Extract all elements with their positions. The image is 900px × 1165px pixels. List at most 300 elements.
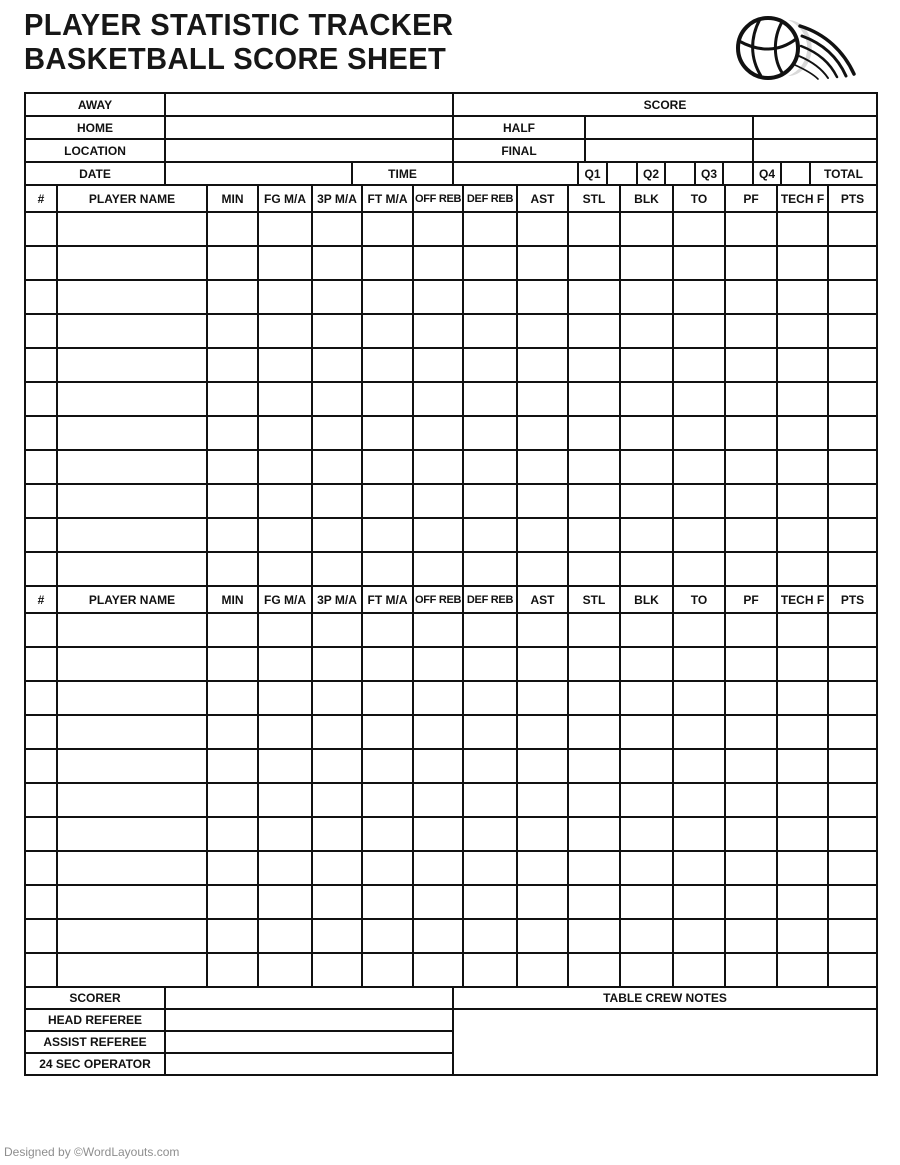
stat-cell[interactable] (517, 749, 568, 783)
stat-cell[interactable] (57, 314, 207, 348)
stat-cell[interactable] (463, 450, 517, 484)
date-input[interactable] (165, 162, 352, 185)
stat-cell[interactable] (777, 715, 828, 749)
stat-cell[interactable] (620, 246, 673, 280)
stat-cell[interactable] (57, 613, 207, 647)
stat-cell[interactable] (620, 613, 673, 647)
stat-cell[interactable] (207, 450, 258, 484)
stat-cell[interactable] (413, 851, 463, 885)
stat-cell[interactable] (57, 919, 207, 953)
stat-cell[interactable] (620, 416, 673, 450)
stat-cell[interactable] (568, 953, 620, 987)
scorer-input[interactable] (165, 987, 453, 1009)
stat-cell[interactable] (413, 416, 463, 450)
stat-cell[interactable] (258, 817, 312, 851)
stat-cell[interactable] (25, 885, 57, 919)
stat-cell[interactable] (207, 484, 258, 518)
stat-cell[interactable] (777, 314, 828, 348)
stat-cell[interactable] (362, 246, 413, 280)
stat-cell[interactable] (25, 382, 57, 416)
stat-cell[interactable] (777, 647, 828, 681)
stat-cell[interactable] (362, 749, 413, 783)
stat-cell[interactable] (312, 613, 362, 647)
stat-cell[interactable] (620, 212, 673, 246)
stat-cell[interactable] (207, 314, 258, 348)
stat-cell[interactable] (312, 919, 362, 953)
stat-cell[interactable] (463, 518, 517, 552)
stat-cell[interactable] (25, 613, 57, 647)
stat-cell[interactable] (57, 484, 207, 518)
stat-cell[interactable] (463, 817, 517, 851)
stat-cell[interactable] (620, 919, 673, 953)
stat-cell[interactable] (725, 817, 777, 851)
stat-cell[interactable] (413, 212, 463, 246)
stat-cell[interactable] (673, 953, 725, 987)
stat-cell[interactable] (57, 552, 207, 586)
stat-cell[interactable] (207, 613, 258, 647)
stat-cell[interactable] (207, 382, 258, 416)
stat-cell[interactable] (517, 314, 568, 348)
stat-cell[interactable] (828, 613, 877, 647)
stat-cell[interactable] (777, 484, 828, 518)
stat-cell[interactable] (828, 783, 877, 817)
stat-cell[interactable] (777, 681, 828, 715)
stat-cell[interactable] (620, 280, 673, 314)
stat-cell[interactable] (463, 885, 517, 919)
stat-cell[interactable] (620, 953, 673, 987)
away-input[interactable] (165, 93, 453, 116)
stat-cell[interactable] (25, 212, 57, 246)
stat-cell[interactable] (413, 484, 463, 518)
stat-cell[interactable] (725, 246, 777, 280)
stat-cell[interactable] (725, 382, 777, 416)
stat-cell[interactable] (620, 647, 673, 681)
stat-cell[interactable] (673, 681, 725, 715)
stat-cell[interactable] (620, 484, 673, 518)
stat-cell[interactable] (258, 647, 312, 681)
stat-cell[interactable] (725, 484, 777, 518)
stat-cell[interactable] (568, 885, 620, 919)
stat-cell[interactable] (725, 647, 777, 681)
stat-cell[interactable] (362, 817, 413, 851)
final-score-input[interactable] (585, 139, 753, 162)
stat-cell[interactable] (57, 382, 207, 416)
stat-cell[interactable] (568, 280, 620, 314)
stat-cell[interactable] (25, 919, 57, 953)
stat-cell[interactable] (517, 348, 568, 382)
stat-cell[interactable] (777, 382, 828, 416)
location-input[interactable] (165, 139, 453, 162)
stat-cell[interactable] (463, 484, 517, 518)
stat-cell[interactable] (207, 647, 258, 681)
stat-cell[interactable] (258, 552, 312, 586)
stat-cell[interactable] (517, 416, 568, 450)
stat-cell[interactable] (362, 953, 413, 987)
stat-cell[interactable] (777, 953, 828, 987)
stat-cell[interactable] (620, 348, 673, 382)
stat-cell[interactable] (207, 817, 258, 851)
sec-operator-input[interactable] (165, 1053, 453, 1075)
stat-cell[interactable] (463, 280, 517, 314)
stat-cell[interactable] (673, 885, 725, 919)
stat-cell[interactable] (413, 518, 463, 552)
stat-cell[interactable] (725, 416, 777, 450)
stat-cell[interactable] (413, 681, 463, 715)
stat-cell[interactable] (57, 681, 207, 715)
stat-cell[interactable] (258, 450, 312, 484)
stat-cell[interactable] (568, 416, 620, 450)
stat-cell[interactable] (725, 885, 777, 919)
stat-cell[interactable] (57, 212, 207, 246)
q3-score-cell[interactable] (723, 162, 753, 185)
stat-cell[interactable] (725, 715, 777, 749)
stat-cell[interactable] (828, 484, 877, 518)
stat-cell[interactable] (413, 552, 463, 586)
stat-cell[interactable] (517, 484, 568, 518)
stat-cell[interactable] (673, 613, 725, 647)
stat-cell[interactable] (312, 518, 362, 552)
stat-cell[interactable] (463, 246, 517, 280)
stat-cell[interactable] (517, 681, 568, 715)
stat-cell[interactable] (312, 382, 362, 416)
stat-cell[interactable] (517, 518, 568, 552)
stat-cell[interactable] (725, 212, 777, 246)
stat-cell[interactable] (25, 246, 57, 280)
stat-cell[interactable] (57, 450, 207, 484)
stat-cell[interactable] (725, 450, 777, 484)
stat-cell[interactable] (673, 749, 725, 783)
stat-cell[interactable] (673, 647, 725, 681)
stat-cell[interactable] (362, 416, 413, 450)
stat-cell[interactable] (25, 953, 57, 987)
stat-cell[interactable] (413, 314, 463, 348)
stat-cell[interactable] (207, 416, 258, 450)
stat-cell[interactable] (413, 953, 463, 987)
stat-cell[interactable] (312, 749, 362, 783)
stat-cell[interactable] (517, 613, 568, 647)
stat-cell[interactable] (463, 613, 517, 647)
stat-cell[interactable] (725, 851, 777, 885)
stat-cell[interactable] (258, 314, 312, 348)
stat-cell[interactable] (25, 681, 57, 715)
stat-cell[interactable] (673, 382, 725, 416)
stat-cell[interactable] (312, 280, 362, 314)
stat-cell[interactable] (517, 715, 568, 749)
stat-cell[interactable] (312, 484, 362, 518)
stat-cell[interactable] (777, 885, 828, 919)
final-score-extra-cell[interactable] (753, 139, 877, 162)
stat-cell[interactable] (25, 518, 57, 552)
stat-cell[interactable] (25, 851, 57, 885)
stat-cell[interactable] (25, 552, 57, 586)
stat-cell[interactable] (725, 681, 777, 715)
stat-cell[interactable] (777, 450, 828, 484)
stat-cell[interactable] (828, 885, 877, 919)
stat-cell[interactable] (258, 484, 312, 518)
stat-cell[interactable] (362, 450, 413, 484)
stat-cell[interactable] (463, 783, 517, 817)
half-score-extra-cell[interactable] (753, 116, 877, 139)
stat-cell[interactable] (25, 647, 57, 681)
stat-cell[interactable] (312, 246, 362, 280)
stat-cell[interactable] (25, 450, 57, 484)
table-crew-notes-input[interactable] (453, 1009, 877, 1075)
stat-cell[interactable] (413, 647, 463, 681)
stat-cell[interactable] (258, 280, 312, 314)
stat-cell[interactable] (413, 348, 463, 382)
stat-cell[interactable] (258, 749, 312, 783)
stat-cell[interactable] (207, 518, 258, 552)
stat-cell[interactable] (312, 953, 362, 987)
stat-cell[interactable] (828, 851, 877, 885)
stat-cell[interactable] (568, 552, 620, 586)
stat-cell[interactable] (673, 314, 725, 348)
stat-cell[interactable] (463, 919, 517, 953)
stat-cell[interactable] (620, 518, 673, 552)
stat-cell[interactable] (673, 783, 725, 817)
stat-cell[interactable] (362, 647, 413, 681)
stat-cell[interactable] (673, 450, 725, 484)
stat-cell[interactable] (673, 280, 725, 314)
stat-cell[interactable] (57, 851, 207, 885)
stat-cell[interactable] (828, 246, 877, 280)
stat-cell[interactable] (777, 280, 828, 314)
stat-cell[interactable] (312, 348, 362, 382)
stat-cell[interactable] (517, 817, 568, 851)
stat-cell[interactable] (828, 518, 877, 552)
stat-cell[interactable] (777, 613, 828, 647)
stat-cell[interactable] (673, 348, 725, 382)
stat-cell[interactable] (517, 919, 568, 953)
stat-cell[interactable] (362, 681, 413, 715)
stat-cell[interactable] (673, 817, 725, 851)
stat-cell[interactable] (777, 919, 828, 953)
assist-referee-input[interactable] (165, 1031, 453, 1053)
stat-cell[interactable] (620, 450, 673, 484)
stat-cell[interactable] (673, 715, 725, 749)
stat-cell[interactable] (258, 885, 312, 919)
stat-cell[interactable] (620, 817, 673, 851)
stat-cell[interactable] (258, 416, 312, 450)
stat-cell[interactable] (673, 212, 725, 246)
stat-cell[interactable] (207, 953, 258, 987)
stat-cell[interactable] (57, 783, 207, 817)
stat-cell[interactable] (828, 348, 877, 382)
stat-cell[interactable] (828, 817, 877, 851)
stat-cell[interactable] (517, 552, 568, 586)
stat-cell[interactable] (828, 715, 877, 749)
stat-cell[interactable] (413, 749, 463, 783)
stat-cell[interactable] (25, 749, 57, 783)
stat-cell[interactable] (725, 518, 777, 552)
stat-cell[interactable] (362, 613, 413, 647)
stat-cell[interactable] (568, 851, 620, 885)
stat-cell[interactable] (568, 613, 620, 647)
stat-cell[interactable] (207, 885, 258, 919)
stat-cell[interactable] (568, 348, 620, 382)
stat-cell[interactable] (568, 450, 620, 484)
stat-cell[interactable] (620, 851, 673, 885)
stat-cell[interactable] (517, 280, 568, 314)
stat-cell[interactable] (568, 681, 620, 715)
stat-cell[interactable] (777, 851, 828, 885)
stat-cell[interactable] (463, 416, 517, 450)
stat-cell[interactable] (57, 749, 207, 783)
stat-cell[interactable] (362, 484, 413, 518)
stat-cell[interactable] (620, 314, 673, 348)
stat-cell[interactable] (312, 450, 362, 484)
stat-cell[interactable] (828, 382, 877, 416)
stat-cell[interactable] (57, 817, 207, 851)
stat-cell[interactable] (568, 518, 620, 552)
stat-cell[interactable] (312, 783, 362, 817)
stat-cell[interactable] (463, 314, 517, 348)
stat-cell[interactable] (568, 382, 620, 416)
stat-cell[interactable] (568, 749, 620, 783)
stat-cell[interactable] (413, 613, 463, 647)
half-score-input[interactable] (585, 116, 753, 139)
stat-cell[interactable] (57, 885, 207, 919)
stat-cell[interactable] (517, 953, 568, 987)
stat-cell[interactable] (828, 314, 877, 348)
stat-cell[interactable] (725, 348, 777, 382)
stat-cell[interactable] (413, 817, 463, 851)
stat-cell[interactable] (517, 851, 568, 885)
stat-cell[interactable] (207, 348, 258, 382)
q2-score-cell[interactable] (665, 162, 695, 185)
stat-cell[interactable] (463, 749, 517, 783)
stat-cell[interactable] (362, 518, 413, 552)
head-referee-input[interactable] (165, 1009, 453, 1031)
q4-score-cell[interactable] (781, 162, 810, 185)
stat-cell[interactable] (25, 817, 57, 851)
stat-cell[interactable] (673, 246, 725, 280)
stat-cell[interactable] (517, 885, 568, 919)
stat-cell[interactable] (568, 783, 620, 817)
stat-cell[interactable] (725, 919, 777, 953)
stat-cell[interactable] (207, 552, 258, 586)
stat-cell[interactable] (57, 280, 207, 314)
stat-cell[interactable] (517, 450, 568, 484)
stat-cell[interactable] (312, 314, 362, 348)
stat-cell[interactable] (312, 851, 362, 885)
stat-cell[interactable] (517, 246, 568, 280)
stat-cell[interactable] (413, 246, 463, 280)
stat-cell[interactable] (258, 715, 312, 749)
stat-cell[interactable] (207, 783, 258, 817)
stat-cell[interactable] (828, 280, 877, 314)
q1-score-cell[interactable] (607, 162, 637, 185)
stat-cell[interactable] (828, 647, 877, 681)
stat-cell[interactable] (517, 783, 568, 817)
stat-cell[interactable] (517, 647, 568, 681)
stat-cell[interactable] (777, 348, 828, 382)
stat-cell[interactable] (463, 851, 517, 885)
stat-cell[interactable] (312, 817, 362, 851)
stat-cell[interactable] (258, 382, 312, 416)
stat-cell[interactable] (517, 382, 568, 416)
stat-cell[interactable] (207, 715, 258, 749)
stat-cell[interactable] (463, 212, 517, 246)
stat-cell[interactable] (207, 851, 258, 885)
stat-cell[interactable] (828, 681, 877, 715)
stat-cell[interactable] (25, 348, 57, 382)
stat-cell[interactable] (312, 885, 362, 919)
stat-cell[interactable] (57, 953, 207, 987)
stat-cell[interactable] (725, 783, 777, 817)
stat-cell[interactable] (777, 212, 828, 246)
stat-cell[interactable] (258, 919, 312, 953)
stat-cell[interactable] (828, 416, 877, 450)
stat-cell[interactable] (258, 681, 312, 715)
stat-cell[interactable] (258, 212, 312, 246)
stat-cell[interactable] (362, 212, 413, 246)
stat-cell[interactable] (258, 851, 312, 885)
stat-cell[interactable] (620, 783, 673, 817)
stat-cell[interactable] (725, 749, 777, 783)
stat-cell[interactable] (207, 749, 258, 783)
stat-cell[interactable] (312, 552, 362, 586)
stat-cell[interactable] (725, 280, 777, 314)
stat-cell[interactable] (57, 416, 207, 450)
stat-cell[interactable] (413, 919, 463, 953)
stat-cell[interactable] (25, 280, 57, 314)
stat-cell[interactable] (463, 647, 517, 681)
stat-cell[interactable] (463, 715, 517, 749)
stat-cell[interactable] (463, 552, 517, 586)
stat-cell[interactable] (362, 715, 413, 749)
stat-cell[interactable] (463, 348, 517, 382)
stat-cell[interactable] (517, 212, 568, 246)
stat-cell[interactable] (258, 953, 312, 987)
stat-cell[interactable] (413, 450, 463, 484)
stat-cell[interactable] (413, 715, 463, 749)
stat-cell[interactable] (620, 749, 673, 783)
stat-cell[interactable] (568, 817, 620, 851)
stat-cell[interactable] (57, 348, 207, 382)
stat-cell[interactable] (25, 416, 57, 450)
stat-cell[interactable] (828, 749, 877, 783)
stat-cell[interactable] (673, 552, 725, 586)
stat-cell[interactable] (725, 613, 777, 647)
stat-cell[interactable] (207, 280, 258, 314)
stat-cell[interactable] (673, 518, 725, 552)
stat-cell[interactable] (568, 484, 620, 518)
stat-cell[interactable] (777, 518, 828, 552)
stat-cell[interactable] (362, 783, 413, 817)
stat-cell[interactable] (777, 783, 828, 817)
stat-cell[interactable] (568, 715, 620, 749)
stat-cell[interactable] (620, 681, 673, 715)
stat-cell[interactable] (828, 212, 877, 246)
stat-cell[interactable] (725, 953, 777, 987)
stat-cell[interactable] (362, 314, 413, 348)
stat-cell[interactable] (312, 212, 362, 246)
stat-cell[interactable] (258, 246, 312, 280)
stat-cell[interactable] (777, 749, 828, 783)
stat-cell[interactable] (25, 715, 57, 749)
stat-cell[interactable] (568, 246, 620, 280)
stat-cell[interactable] (312, 647, 362, 681)
stat-cell[interactable] (207, 919, 258, 953)
stat-cell[interactable] (57, 518, 207, 552)
stat-cell[interactable] (673, 851, 725, 885)
stat-cell[interactable] (673, 484, 725, 518)
stat-cell[interactable] (620, 885, 673, 919)
stat-cell[interactable] (258, 783, 312, 817)
stat-cell[interactable] (463, 681, 517, 715)
stat-cell[interactable] (362, 885, 413, 919)
